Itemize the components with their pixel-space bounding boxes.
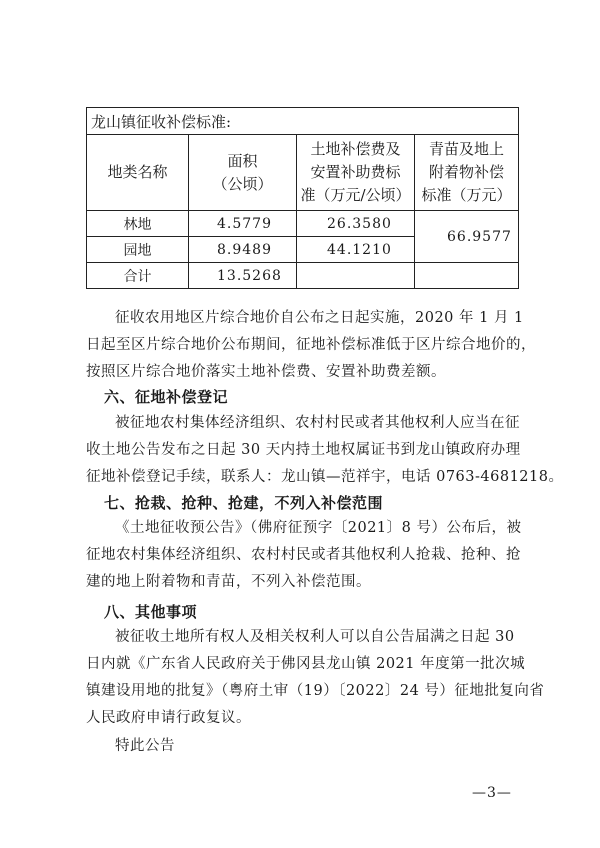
crop-compensation-cell: 66.9577 bbox=[415, 211, 519, 263]
compensation-table bbox=[86, 107, 519, 289]
rate-cell: 26.3580 bbox=[297, 211, 415, 237]
area-cell: 13.5268 bbox=[189, 263, 297, 289]
table-row bbox=[87, 263, 519, 289]
section-heading-7: 七、抢栽、抢种、抢建，不列入补偿范围 bbox=[104, 494, 384, 512]
land-type-cell: 园地 bbox=[87, 237, 189, 263]
land-type-cell: 合计 bbox=[87, 263, 189, 289]
paragraph-land-price: 征收农用地区片综合地价自公布之日起实施，2020 年 1 月 1 日起至区片综合地价公布期间，征地补偿标准低于区片综合地价的， 按照区片综合地价落实土地补偿费、安置补助费差额。 bbox=[86, 310, 536, 380]
section-heading-8: 八、其他事项 bbox=[104, 603, 198, 621]
paragraph-registration: 被征地农村集体经济组织、农村村民或者其他权利人应当在征 收土地公告发布之日起 30 天内持土地权属证书到龙山镇政府办理 征地补偿登记手续，联系人：龙山镇—范祥宇，电话 0763-4681218。 bbox=[86, 415, 564, 485]
land-type-cell: 林地 bbox=[87, 211, 189, 237]
empty-cell bbox=[415, 263, 519, 289]
table-caption: 龙山镇征收补偿标准: bbox=[87, 108, 519, 135]
paragraph-no-compensation: 《土地征收预公告》（佛府征预字〔2021〕8 号）公布后，被 征地农村集体经济组织、农村村民或者其他权利人抢栽、抢种、抢 建的地上附着物和青苗，不列入补偿范围。 bbox=[86, 520, 522, 590]
header-area: 面积 （公顷） bbox=[189, 135, 297, 211]
table-row bbox=[87, 211, 519, 237]
rate-cell: 44.1210 bbox=[297, 237, 415, 263]
table-header-row bbox=[87, 135, 519, 211]
closing-line: 特此公告 bbox=[115, 738, 175, 754]
section-heading-6: 六、征地补偿登记 bbox=[104, 388, 229, 406]
page-number: —3— bbox=[472, 785, 512, 801]
rate-cell bbox=[297, 263, 415, 289]
area-cell: 8.9489 bbox=[189, 237, 297, 263]
header-land-type: 地类名称 bbox=[87, 135, 189, 211]
paragraph-other-matters: 被征收土地所有权人及相关权利人可以自公告届满之日起 30 日内就《广东省人民政府关于佛冈县龙山镇 2021 年度第一批次城 镇建设用地的批复》（粤府土审（19）〔2022〕24 号）征地批复向省 人民政府申请行政复议。 bbox=[86, 629, 545, 726]
header-land-compensation-rate: 土地补偿费及 安置补助费标 准（万元/公顷） bbox=[297, 135, 415, 211]
header-crop-compensation: 青苗及地上 附着物补偿 标准（万元） bbox=[415, 135, 519, 211]
area-cell: 4.5779 bbox=[189, 211, 297, 237]
